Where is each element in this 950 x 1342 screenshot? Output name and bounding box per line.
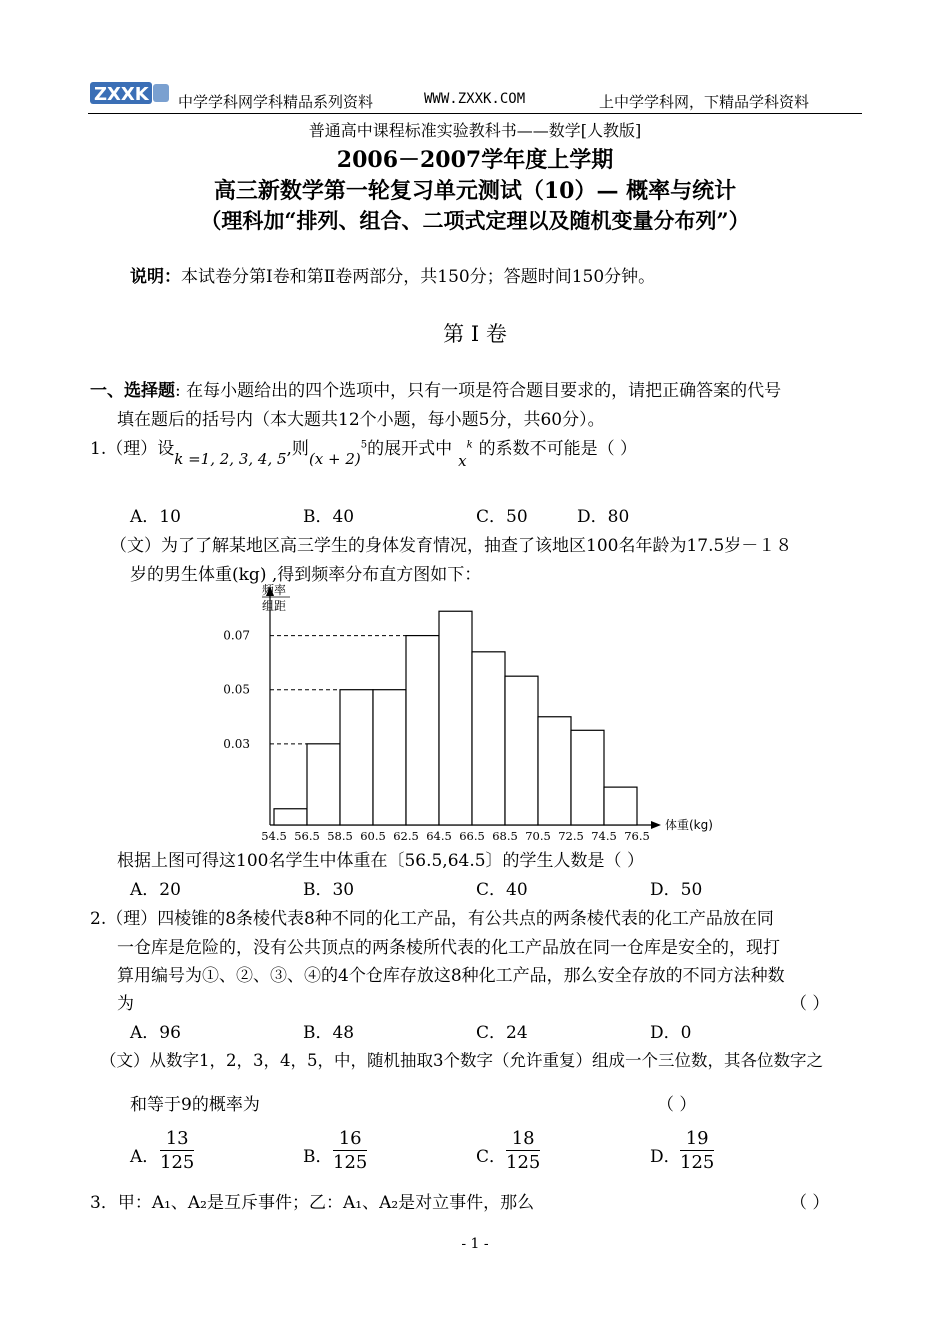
frac-denominator: 125	[506, 1152, 541, 1173]
section1-line2: 填在题后的括号内（本大题共12个小题，每小题5分，共60分）。	[117, 410, 605, 430]
y-tick-label: 0.07	[223, 628, 250, 643]
histogram-bar	[373, 690, 406, 825]
q1-prefix: 1.（理）设	[90, 439, 175, 459]
q2-frac-option-b	[333, 1128, 367, 1175]
y-tick-label: 0.03	[223, 736, 250, 751]
zxxk-logo	[90, 80, 170, 108]
svg-text:ZXXK: ZXXK	[94, 84, 149, 105]
q2-frac-option-a-label: A．	[130, 1147, 160, 1167]
q2-answer-paren: （ ）	[790, 994, 830, 1014]
x-tick-label: 56.5	[294, 829, 320, 843]
x-tick-label: 58.5	[327, 829, 353, 843]
q2-li-line3: 算用编号为①、②、③、④的4个仓库存放这8种化工产品，那么安全存放的不同方法种数	[117, 966, 785, 986]
x-axis-label: 体重(kg)	[665, 818, 713, 832]
q1-xk: x	[458, 452, 467, 470]
q1-after-chart: 根据上图可得这100名学生中体重在〔56.5,64.5〕的学生人数是（ ）	[117, 851, 644, 871]
header-url[interactable]: WWW.ZXXK.COM	[424, 91, 526, 107]
q1-option-b: B．40	[303, 507, 355, 527]
x-tick-label: 70.5	[525, 829, 551, 843]
q2-frac-option-b-label: B．	[303, 1147, 333, 1167]
q1-wen-line2: 岁的男生体重(kg) ,得到频率分布直方图如下：	[130, 565, 482, 585]
frac-denominator: 125	[680, 1152, 715, 1173]
x-axis-arrow	[651, 821, 661, 829]
histogram-bar	[604, 787, 637, 825]
histogram-bar	[439, 611, 472, 825]
q2-li-line4: 为	[117, 994, 134, 1014]
histogram-bar	[571, 730, 604, 825]
y-axis-label-top: 频率	[262, 583, 287, 597]
histogram-bar	[307, 744, 340, 825]
q1-wen-line1: （文）为了了解某地区高三学生的身体发育情况，抽查了该地区100名年龄为17.5岁－１８	[110, 536, 793, 556]
q2-option-b: B．48	[303, 1023, 355, 1043]
q2-frac-option-c-label: C．	[476, 1147, 507, 1167]
header-rule	[88, 113, 862, 114]
note-text: 本试卷分第Ⅰ卷和第Ⅱ卷两部分，共150分；答题时间150分钟。	[181, 267, 656, 287]
q2-wen-paren: （ ）	[657, 1095, 697, 1115]
frac-numerator: 16	[333, 1128, 367, 1151]
q1-k-expr: k =1, 2, 3, 4, 5	[174, 450, 287, 468]
note-label: 说明：	[130, 267, 181, 287]
header-right-text: 上中学学科网，下精品学科资料	[599, 93, 810, 111]
q1-mid2: 的展开式中	[367, 439, 453, 459]
page-number: - 1 -	[461, 1236, 489, 1252]
x-tick-label: 66.5	[459, 829, 485, 843]
q2-frac-option-d-label: D．	[650, 1147, 681, 1167]
frac-denominator: 125	[333, 1152, 368, 1173]
q2-li-line2: 一仓库是危险的，没有公共顶点的两条棱所代表的化工产品放在同一仓库是安全的，现打	[117, 938, 780, 958]
x-tick-label: 64.5	[426, 829, 452, 843]
histogram-chart	[200, 582, 760, 844]
q3-text: 3．甲：A₁、A₂是互斥事件；乙：A₁、A₂是对立事件，那么	[90, 1193, 535, 1213]
doc-title-sub: （理科加“排列、组合、二项式定理以及随机变量分布列”）	[200, 208, 750, 233]
q1-option-d: D．80	[577, 507, 630, 527]
doc-title-main: 高三新数学第一轮复习单元测试（10）— 概率与统计	[213, 178, 737, 204]
q1-binom: (x + 2)	[308, 450, 361, 468]
section1-label: 一、选择题	[90, 381, 175, 401]
x-tick-label: 60.5	[360, 829, 386, 843]
q1-wen-option-a: A．20	[130, 880, 181, 900]
section1-line1	[90, 376, 781, 401]
q2-option-d: D．0	[650, 1023, 692, 1043]
frac-denominator: 125	[160, 1152, 195, 1173]
x-tick-label: 74.5	[591, 829, 617, 843]
q1-tail: 的系数不可能是（ ）	[478, 439, 638, 459]
x-tick-label: 54.5	[261, 829, 287, 843]
y-tick-label: 0.05	[223, 682, 250, 697]
q1-stem	[90, 434, 638, 470]
q2-frac-option-c	[506, 1128, 540, 1175]
note	[130, 262, 655, 287]
frac-numerator: 19	[680, 1128, 714, 1151]
q2-frac-option-a	[160, 1128, 194, 1175]
q2-li-line1: 2.（理）四棱锥的8条棱代表8种不同的化工产品，有公共点的两条棱代表的化工产品放在同	[90, 909, 774, 929]
q2-wen-line1: （文）从数字1，2，3，4，5，中，随机抽取3个数字（允许重复）组成一个三位数，其各位数字之	[100, 1051, 823, 1070]
volume-heading: 第 Ⅰ 卷	[443, 322, 507, 346]
section1-text1: : 在每小题给出的四个选项中，只有一项是符合题目要求的，请把正确答案的代号	[175, 381, 782, 401]
q1-option-a: A．10	[130, 507, 181, 527]
histogram-bar	[340, 690, 373, 825]
histogram-bar	[406, 636, 439, 825]
frac-numerator: 18	[506, 1128, 540, 1151]
q1-wen-option-d: D．50	[650, 880, 703, 900]
q1-mid1: ,则	[286, 439, 309, 459]
q2-frac-option-d	[680, 1128, 714, 1175]
q1-option-c: C．50	[476, 507, 528, 527]
q1-binom-exp: 5	[360, 439, 368, 451]
x-tick-label: 76.5	[624, 829, 650, 843]
q1-wen-option-c: C．40	[476, 880, 528, 900]
q2-wen-line2: 和等于9的概率为	[130, 1095, 260, 1115]
frac-numerator: 13	[160, 1128, 194, 1151]
x-tick-label: 72.5	[558, 829, 584, 843]
q1-xk-exp: k	[466, 439, 473, 451]
x-tick-label: 62.5	[393, 829, 419, 843]
histogram-bar	[538, 717, 571, 825]
histogram-bar	[274, 809, 307, 825]
doc-subtitle: 普通高中课程标准实验教科书——数学[人教版]	[308, 121, 642, 140]
y-axis-label-bottom: 组距	[262, 599, 287, 613]
x-tick-label: 68.5	[492, 829, 518, 843]
header-left-text: 中学学科网学科精品系列资料	[178, 93, 374, 111]
doc-title-year: 2006－2007学年度上学期	[336, 147, 614, 173]
q1-wen-option-b: B．30	[303, 880, 355, 900]
histogram-bar	[472, 652, 505, 825]
q2-option-a: A．96	[130, 1023, 181, 1043]
q2-option-c: C．24	[476, 1023, 528, 1043]
histogram-bar	[505, 676, 538, 825]
q3-answer-paren: （ ）	[790, 1193, 830, 1213]
